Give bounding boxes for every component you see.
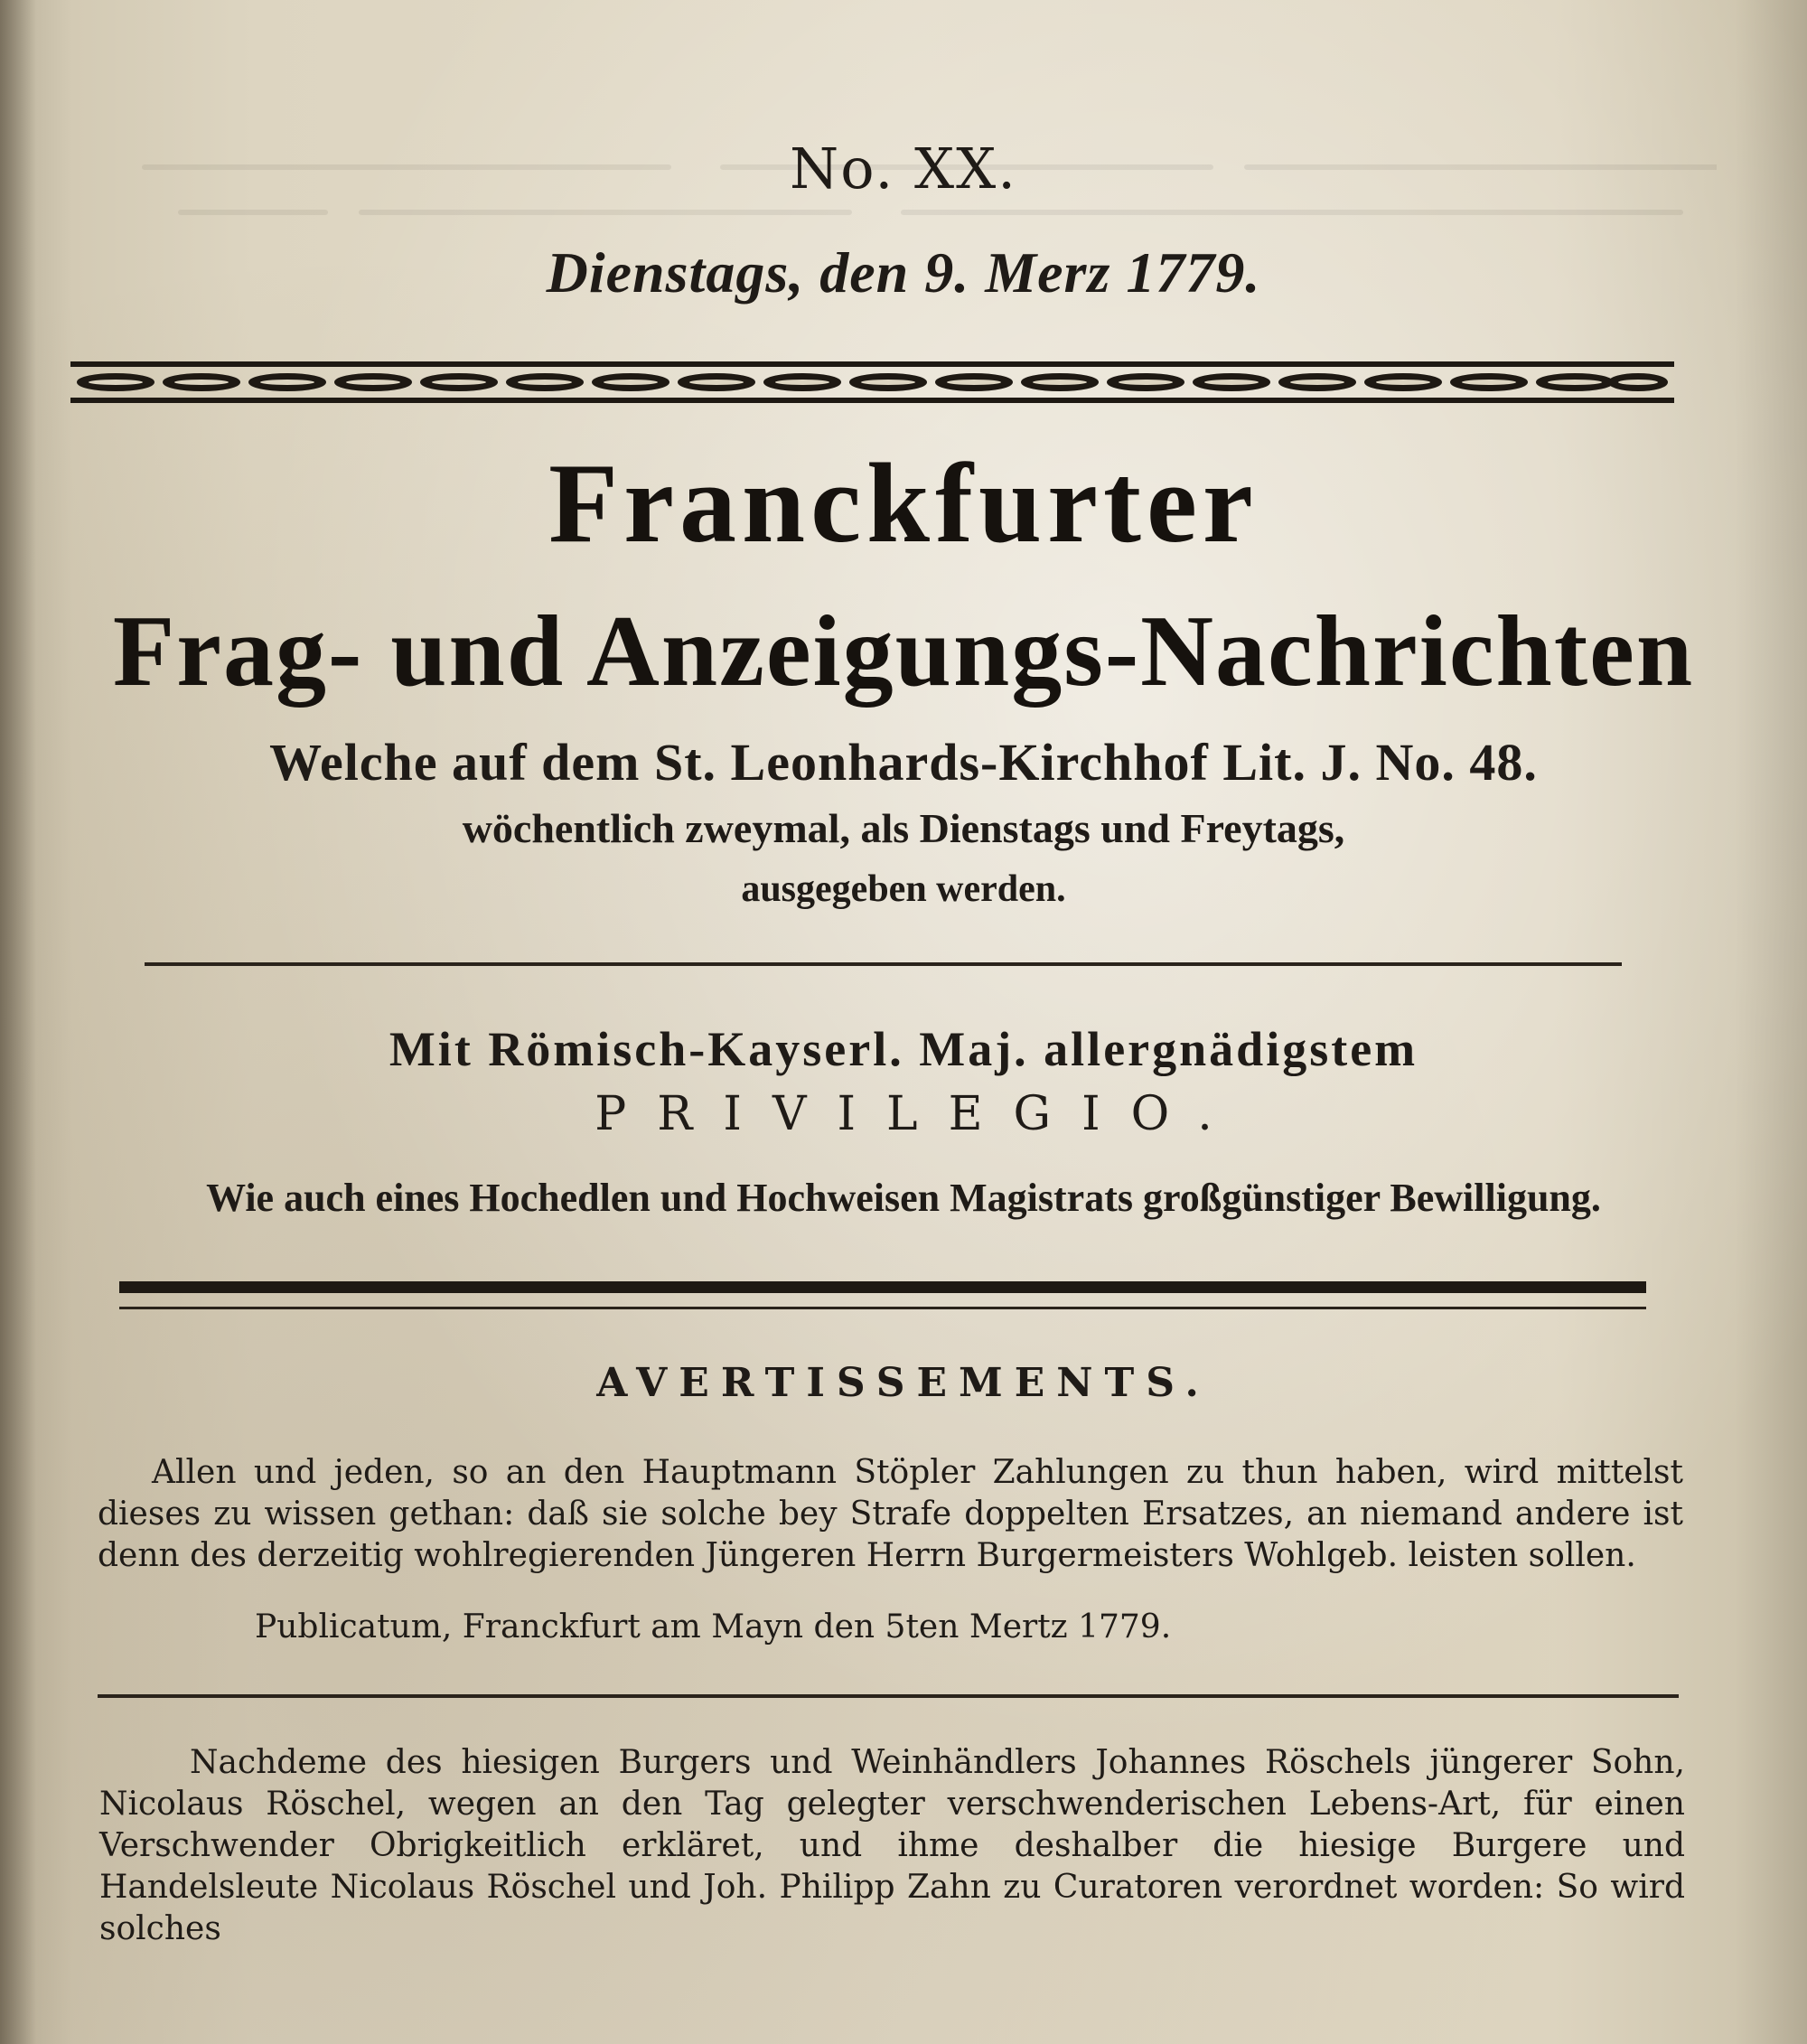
divider-rule-under-thick [119,1307,1646,1309]
notice-divider-rule [98,1694,1679,1698]
imperial-privilege-line: Mit Römisch-Kayserl. Maj. allergnädigstem [389,1022,1418,1076]
notice-paragraph-2: Nachdeme des hiesigen Burgers und Weinhändlers Johannes Röschels jüngerer Sohn, Nicolaus Röschel, wegen an den Tag gelegter verschwenderischen Lebens-Art, für einen Verschwender Obrigkeitlich erkläret, und ihme deshalber die hiesige Burgere und Handelsleute Nicolaus Röschel und Joh. Philipp Zahn zu Curatoren verordnet worden: So wird solches [99,1744,1685,1947]
privilegio-word: PRIVILEGIO. [595,1087,1243,1141]
publication-info-line-3: ausgegeben werden. [741,868,1066,910]
publication-info-line-1: Welche auf dem St. Leonhards-Kirchhof Lit. J. No. 48. [269,733,1538,792]
newspaper-subtitle: Frag- und Anzeigungs-Nachrichten [112,595,1695,708]
notice-signoff: Publicatum, Franckfurt am Mayn den 5ten Mertz 1779. [255,1608,1172,1646]
magistrate-approval-line: Wie auch eines Hochedlen und Hochweisen Magistrats großgünstiger Bewilligung. [206,1176,1601,1220]
ornamental-border [70,360,1674,405]
section-heading: AVERTISSEMENTS. [596,1360,1211,1406]
issue-date: Dienstags, den 9. Merz 1779. [546,240,1261,305]
divider-rule [145,962,1622,966]
newspaper-title: Franckfurter [548,441,1259,567]
issue-number: No. XX. [790,136,1017,202]
notice-paragraph-1: Allen und jeden, so an den Hauptmann Stöpler Zahlungen zu thun haben, wird mittelst dieses zu wissen gethan: daß sie solche bey Strafe doppelten Ersatzes, an niemand andere ist denn des derzeitig wohlregierenden Jüngeren Herrn Burgermeisters Wohlgeb. leisten sollen. [98,1454,1683,1574]
publication-info-line-2: wöchentlich zweymal, als Dienstags und Freytags, [462,805,1345,851]
thick-divider-rule [119,1281,1646,1293]
